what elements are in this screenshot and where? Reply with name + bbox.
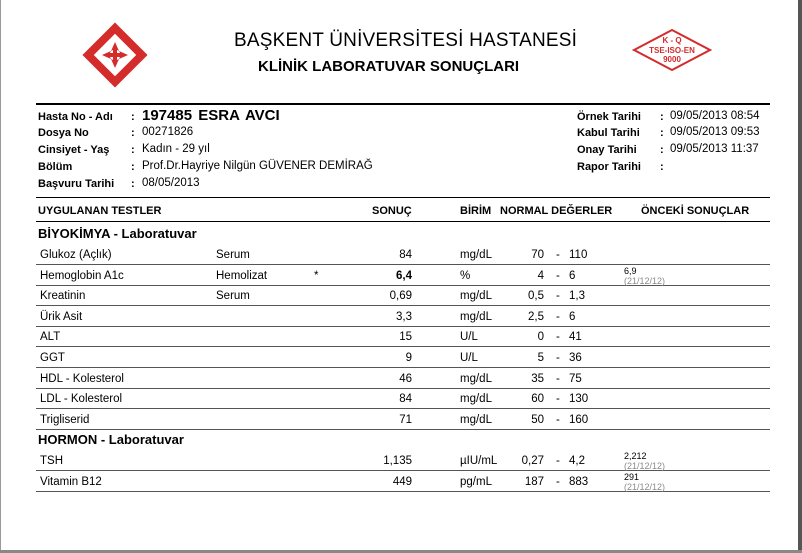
normal-high: 75 — [569, 373, 582, 385]
previous-date: (21/12/12) — [624, 461, 666, 471]
result-value: 1,135 — [383, 455, 412, 467]
result-value: 9 — [405, 352, 412, 364]
test-name: Kreatinin — [40, 290, 86, 302]
previous-date: (21/12/12) — [624, 276, 666, 286]
page-border-left — [0, 0, 1, 553]
colon: : — [131, 111, 135, 123]
unit: % — [460, 270, 471, 282]
unit: mg/dL — [460, 249, 492, 261]
col-tests: UYGULANAN TESTLER — [38, 205, 162, 217]
department-label: Bölüm — [38, 161, 73, 173]
test-name: TSH — [40, 455, 63, 467]
hospital-name: BAŞKENT ÜNİVERSİTESİ HASTANESİ — [234, 30, 578, 51]
previous-value: 2,212 — [624, 451, 647, 461]
tse-line1: K - Q — [662, 36, 682, 45]
normal-high: 130 — [569, 393, 589, 405]
range-dash: - — [556, 270, 560, 282]
table-row — [36, 451, 770, 471]
unit: mg/dL — [460, 290, 492, 302]
range-dash: - — [556, 414, 560, 426]
normal-high: 883 — [569, 476, 589, 488]
sample-type: Serum — [216, 290, 250, 302]
normal-low: 4 — [537, 270, 544, 282]
department-value: Prof.Dr.Hayriye Nilgün GÜVENER DEMİRAĞ — [142, 160, 373, 172]
result-value: 84 — [399, 249, 412, 261]
previous-value: 291 — [624, 472, 640, 482]
normal-high: 6 — [569, 270, 576, 282]
normal-low: 70 — [531, 249, 544, 261]
previous-value: 6,9 — [624, 266, 637, 276]
section-title: HORMON - Laboratuvar — [38, 432, 184, 447]
section-title: BİYOKİMYA - Laboratuvar — [38, 226, 197, 241]
unit: mg/dL — [460, 414, 492, 426]
test-name: Ürik Asit — [40, 311, 83, 323]
tse-line2: TSE-ISO-EN — [649, 46, 695, 55]
col-previous: ÖNCEKİ SONUÇLAR — [641, 205, 750, 217]
result-value: 71 — [399, 414, 412, 426]
tse-certification-icon — [632, 28, 712, 72]
row-divider — [36, 429, 770, 430]
normal-low: 60 — [531, 393, 544, 405]
normal-low: 5 — [537, 352, 544, 364]
test-name: HDL - Kolesterol — [40, 373, 124, 385]
table-row — [36, 389, 770, 409]
normal-low: 2,5 — [528, 311, 544, 323]
file-no-value: 00271826 — [142, 126, 194, 138]
patient-name: 197485 ESRA AVCI — [142, 107, 280, 124]
colon: : — [660, 127, 664, 139]
range-dash: - — [556, 373, 560, 385]
range-dash: - — [556, 476, 560, 488]
test-name: LDL - Kolesterol — [40, 393, 123, 405]
col-unit: BİRİM — [460, 205, 492, 217]
result-value: 6,4 — [396, 270, 412, 282]
range-dash: - — [556, 331, 560, 343]
table-row — [36, 266, 770, 286]
gender-age-label: Cinsiyet - Yaş — [38, 144, 110, 156]
test-name: ALT — [40, 331, 61, 343]
sample-date-value: 09/05/2013 08:54 — [670, 110, 760, 122]
colon: : — [131, 127, 135, 139]
previous-result — [624, 266, 665, 286]
sample-type: Serum — [216, 249, 250, 261]
test-name: Trigliserid — [40, 414, 90, 426]
result-value: 46 — [399, 373, 412, 385]
result-value: 3,3 — [396, 311, 412, 323]
test-name: Vitamin B12 — [40, 476, 102, 488]
colon: : — [660, 144, 664, 156]
result-value: 15 — [399, 331, 412, 343]
col-result: SONUÇ — [372, 205, 412, 217]
sample-type: Hemolizat — [216, 270, 268, 282]
colon: : — [660, 161, 664, 173]
normal-high: 6 — [569, 311, 576, 323]
patient-no-label: Hasta No - Adı — [38, 111, 113, 123]
gender-age-value: Kadın - 29 yıl — [142, 143, 210, 155]
approve-date-label: Onay Tarihi — [577, 144, 637, 156]
accept-date-value: 09/05/2013 09:53 — [670, 126, 760, 138]
normal-high: 41 — [569, 331, 582, 343]
table-row — [36, 369, 770, 389]
test-name: GGT — [40, 352, 65, 364]
page-border-right — [798, 0, 802, 553]
row-divider — [36, 367, 770, 368]
table-row — [36, 307, 770, 327]
accept-date-label: Kabul Tarihi — [577, 127, 640, 139]
info-rule — [36, 197, 770, 198]
previous-date: (21/12/12) — [624, 482, 666, 492]
flag-marker: * — [314, 270, 319, 282]
row-divider — [36, 408, 770, 409]
table-row — [36, 327, 770, 347]
row-divider — [36, 305, 770, 306]
previous-result — [624, 472, 665, 492]
table-row — [36, 472, 770, 492]
normal-high: 110 — [569, 249, 588, 261]
unit: mg/dL — [460, 393, 492, 405]
application-date-value: 08/05/2013 — [142, 177, 200, 189]
table-row — [36, 348, 770, 368]
range-dash: - — [556, 455, 560, 467]
unit: U/L — [460, 352, 478, 364]
colon: : — [131, 178, 135, 190]
row-divider — [36, 346, 770, 347]
unit: pg/mL — [460, 476, 492, 488]
table-row — [36, 410, 770, 430]
approve-date-value: 09/05/2013 11:37 — [670, 143, 759, 155]
result-value: 449 — [392, 476, 412, 488]
sample-date-label: Örnek Tarihi — [577, 111, 641, 123]
range-dash: - — [556, 311, 560, 323]
col-normal: NORMAL DEĞERLER — [500, 205, 613, 217]
tse-line3: 9000 — [663, 55, 681, 64]
normal-low: 0,27 — [521, 455, 544, 467]
normal-high: 1,3 — [569, 290, 585, 302]
table-row — [36, 245, 770, 265]
header-rule — [36, 103, 770, 105]
previous-result — [624, 451, 665, 471]
normal-low: 35 — [531, 373, 544, 385]
range-dash: - — [556, 290, 560, 302]
colon: : — [131, 144, 135, 156]
result-value: 0,69 — [389, 290, 412, 302]
result-value: 84 — [399, 393, 412, 405]
row-divider — [36, 264, 770, 265]
normal-low: 0 — [537, 331, 544, 343]
unit: µIU/mL — [460, 455, 498, 467]
test-name: Glukoz (Açlık) — [40, 249, 112, 261]
normal-low: 50 — [531, 414, 544, 426]
application-date-label: Başvuru Tarihi — [38, 178, 115, 190]
report-date-label: Rapor Tarihi — [577, 161, 641, 173]
test-name: Hemoglobin A1c — [40, 270, 124, 282]
report-title: KLİNİK LABORATUVAR SONUÇLARI — [258, 58, 520, 75]
unit: mg/dL — [460, 311, 492, 323]
normal-high: 36 — [569, 352, 582, 364]
file-no-label: Dosya No — [38, 127, 89, 139]
colon: : — [660, 111, 664, 123]
column-rule — [36, 221, 770, 222]
table-row — [36, 286, 770, 306]
unit: mg/dL — [460, 373, 492, 385]
range-dash: - — [556, 393, 560, 405]
hospital-logo-icon — [80, 20, 150, 90]
normal-high: 160 — [569, 414, 589, 426]
colon: : — [131, 161, 135, 173]
normal-low: 0,5 — [528, 290, 544, 302]
unit: U/L — [460, 331, 478, 343]
normal-high: 4,2 — [569, 455, 585, 467]
range-dash: - — [556, 249, 560, 261]
range-dash: - — [556, 352, 560, 364]
normal-low: 187 — [524, 476, 544, 488]
